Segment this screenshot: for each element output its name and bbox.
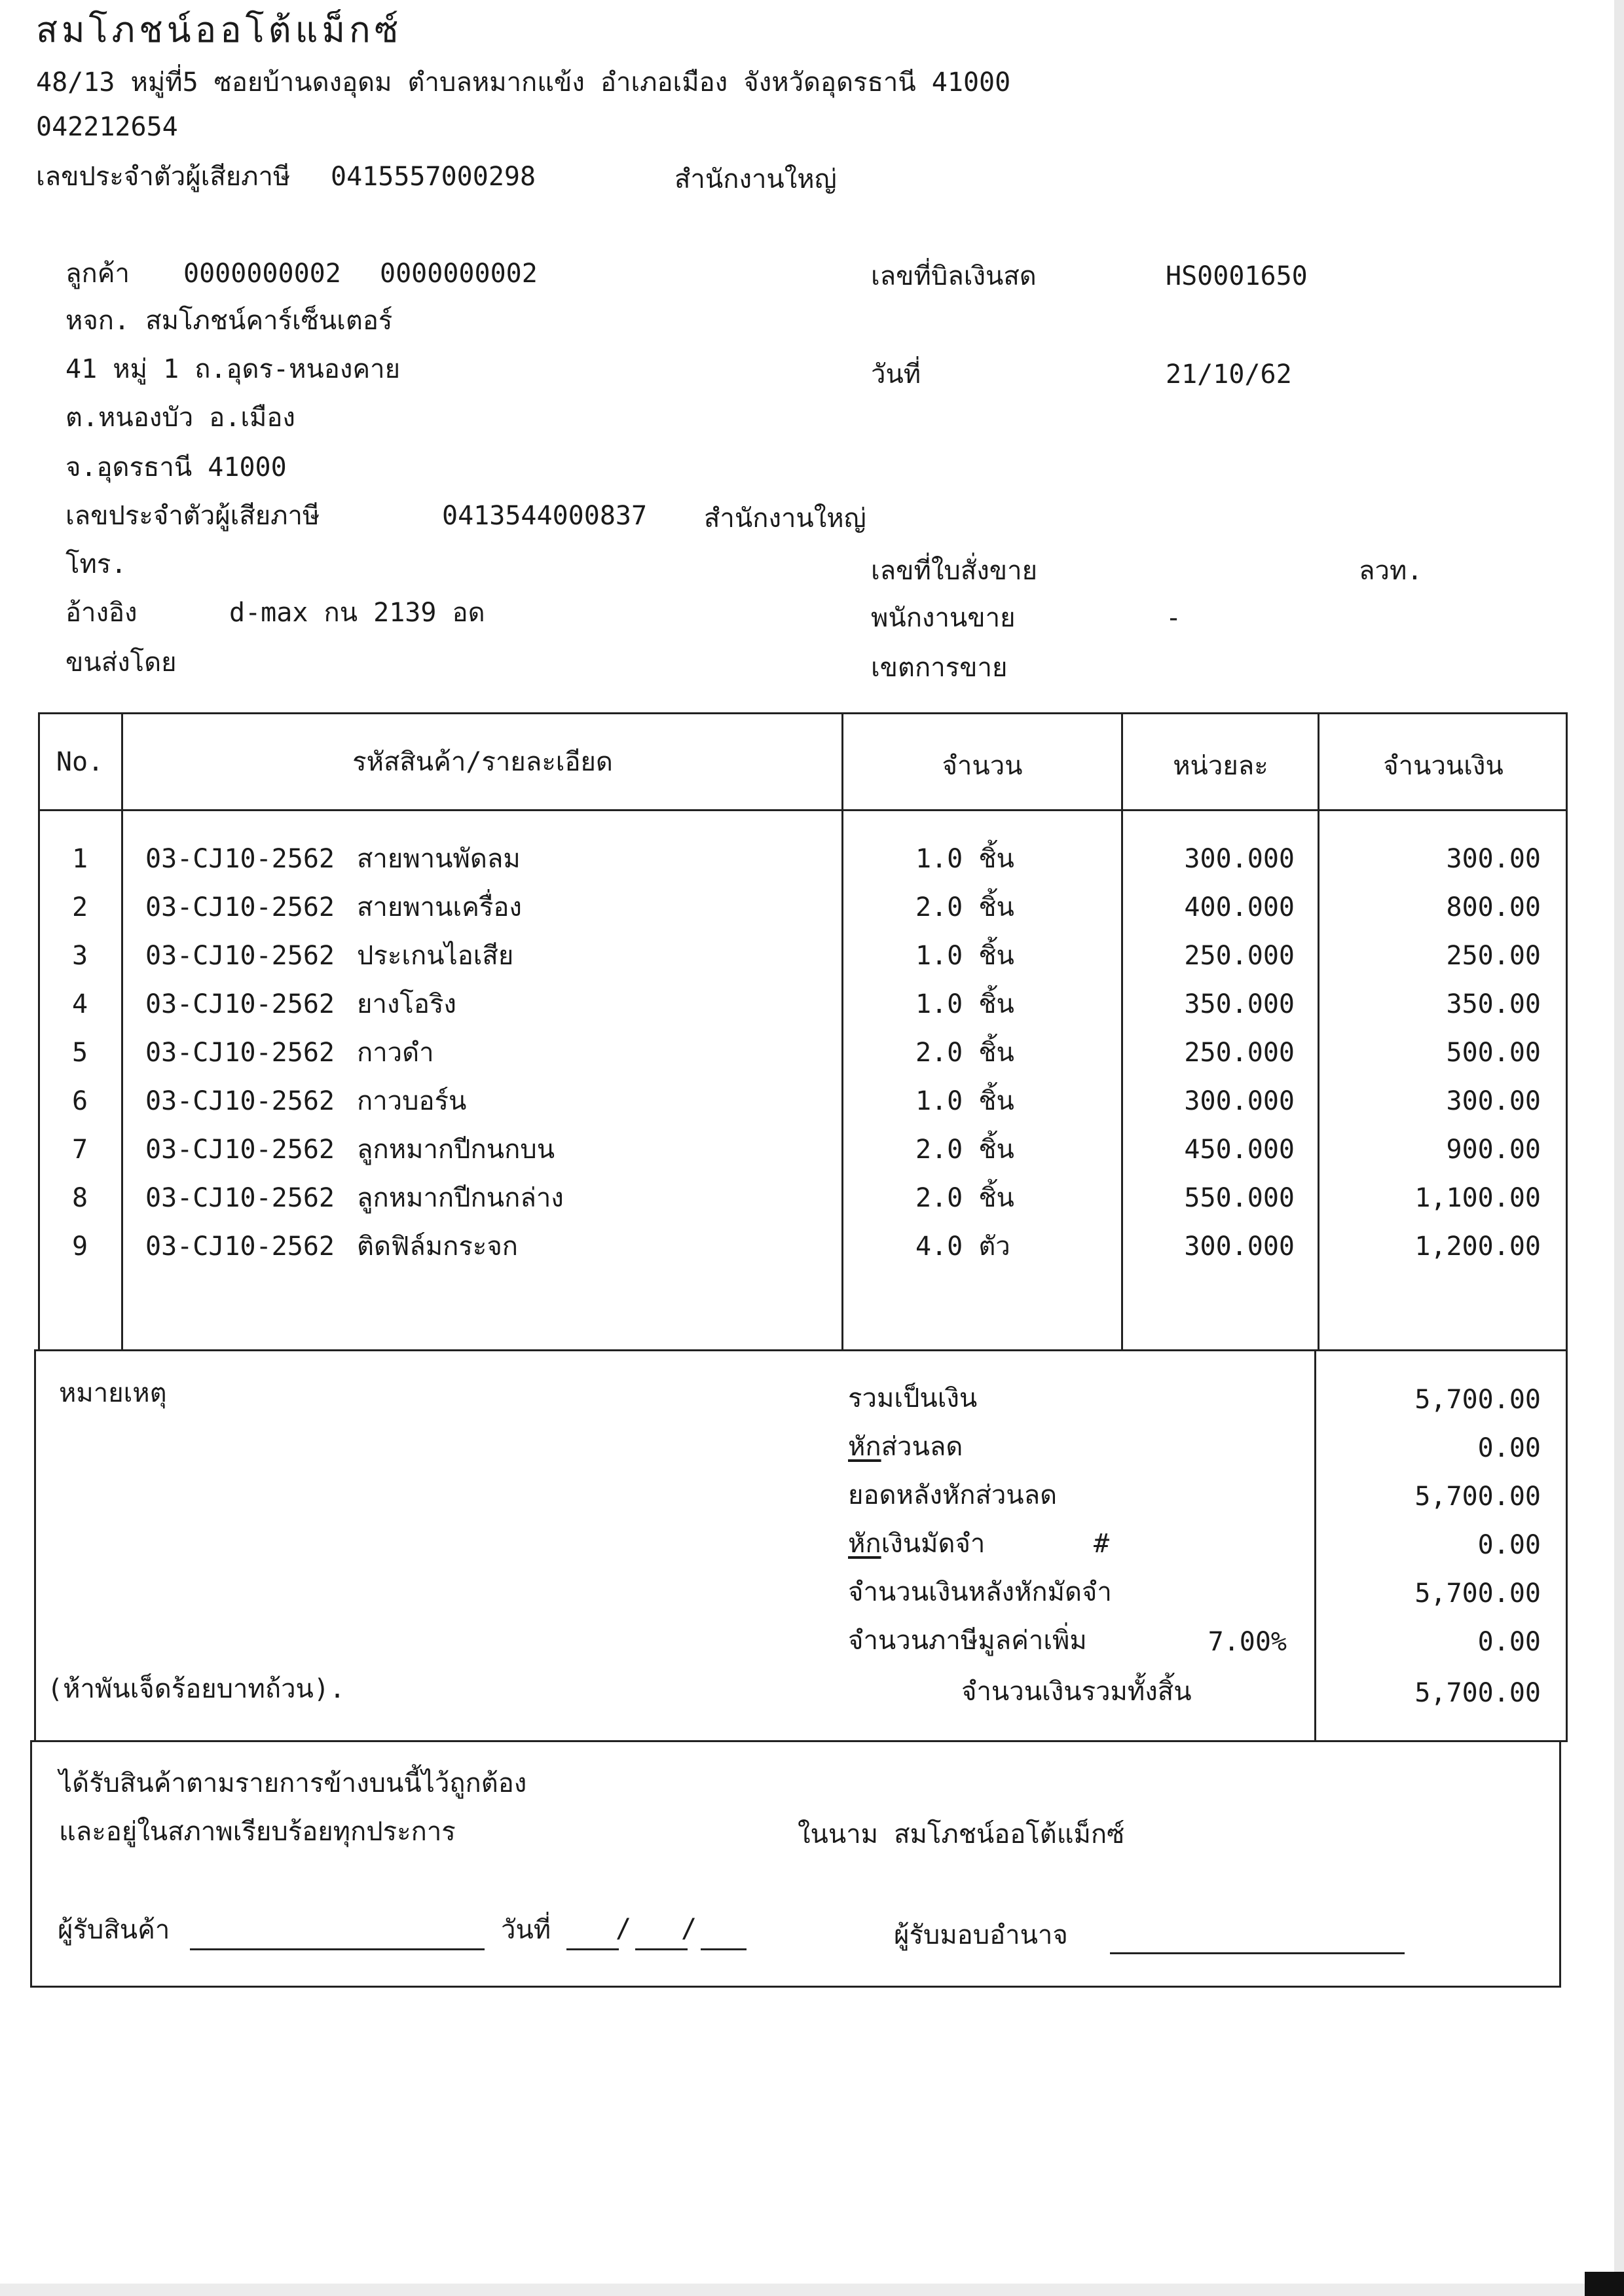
grand-total-label: จำนวนเงินรวมทั้งสิ้น	[961, 1677, 1192, 1707]
row-quantity: 1.0 ชิ้น	[915, 989, 1014, 1019]
table-row	[0, 1029, 1624, 1078]
row-quantity: 2.0 ชิ้น	[915, 1038, 1014, 1068]
authorized-label: ผู้รับมอบอำนาจ	[894, 1920, 1068, 1950]
row-quantity: 1.0 ชิ้น	[915, 941, 1014, 971]
row-product-code: 03-CJ10-2562	[145, 1231, 335, 1262]
seller-tax-id: 0415557000298	[331, 162, 536, 192]
table-row	[0, 835, 1624, 884]
row-product-name: สายพานพัดลม	[357, 844, 521, 874]
discount-value: 0.00	[1477, 1433, 1541, 1463]
customer-branch: สำนักงานใหญ่	[704, 503, 866, 534]
subtotal-label: รวมเป็นเงิน	[848, 1383, 978, 1413]
row-product-code: 03-CJ10-2562	[145, 1135, 335, 1165]
seller-branch: สำนักงานใหญ่	[674, 164, 837, 194]
row-no: 6	[71, 1086, 88, 1116]
on-behalf-of: ในนาม สมโภชน์ออโต้แม็กซ์	[798, 1819, 1125, 1850]
row-amount: 350.00	[1446, 989, 1541, 1019]
receiver-signature-line	[190, 1948, 485, 1950]
seller-name: สมโภชน์ออโต้แม็กซ์	[36, 9, 403, 50]
header-amount: จำนวนเงิน	[1383, 751, 1504, 781]
discount-label-text: ส่วนลด	[881, 1432, 963, 1462]
row-amount: 500.00	[1446, 1038, 1541, 1068]
date-slash-2: /	[681, 1914, 697, 1944]
row-quantity: 4.0 ตัว	[915, 1231, 1010, 1262]
customer-address-3: จ.อุดรธานี 41000	[65, 452, 287, 483]
row-amount: 250.00	[1446, 941, 1541, 971]
sales-order-label: เลขที่ใบสั่งขาย	[871, 556, 1038, 586]
row-product-name: ติดฟิล์มกระจก	[357, 1231, 518, 1262]
customer-code-1: 0000000002	[183, 259, 341, 289]
row-product-name: ยางโอริง	[357, 989, 456, 1019]
vat-rate: 7.00%	[1208, 1627, 1287, 1657]
table-header-divider	[38, 809, 1568, 811]
remark-label: หมายเหตุ	[59, 1378, 167, 1408]
bill-date-value: 21/10/62	[1166, 359, 1292, 390]
row-unit-price: 450.000	[1184, 1135, 1295, 1165]
row-unit-price: 250.000	[1184, 941, 1295, 971]
table-row	[0, 1223, 1624, 1271]
table-row	[0, 884, 1624, 932]
row-no: 3	[71, 941, 88, 971]
receiver-label: ผู้รับสินค้า	[58, 1915, 170, 1945]
row-no: 4	[71, 989, 88, 1019]
row-unit-price: 550.000	[1184, 1183, 1295, 1213]
row-product-name: ประเกนไอเสีย	[357, 941, 514, 971]
row-product-code: 03-CJ10-2562	[145, 941, 335, 971]
row-product-name: กาวบอร์น	[357, 1086, 467, 1116]
salesperson-value: -	[1166, 603, 1182, 633]
row-quantity: 2.0 ชิ้น	[915, 1183, 1014, 1213]
customer-ref-value: d-max กน 2139 อด	[229, 598, 485, 628]
amount-in-words: (ห้าพันเจ็ดร้อยบาทถ้วน).	[47, 1674, 346, 1704]
row-unit-price: 300.000	[1184, 1086, 1295, 1116]
row-amount: 1,100.00	[1414, 1183, 1541, 1213]
date-month-line	[635, 1948, 688, 1950]
bill-date-label: วันที่	[871, 359, 921, 390]
row-amount: 300.00	[1446, 1086, 1541, 1116]
header-quantity: จำนวน	[942, 751, 1023, 781]
row-amount: 900.00	[1446, 1135, 1541, 1165]
table-row	[0, 1175, 1624, 1223]
row-product-code: 03-CJ10-2562	[145, 1086, 335, 1116]
row-quantity: 2.0 ชิ้น	[915, 1135, 1014, 1165]
seller-address: 48/13 หมู่ที่5 ซอยบ้านดงอุดม ตำบลหมากแข้ง อำเภอเมือง จังหวัดอุดรธานี 41000	[36, 67, 1011, 98]
table-row	[0, 1078, 1624, 1126]
seller-phone: 042212654	[36, 112, 178, 142]
customer-ship-label: ขนส่งโดย	[65, 647, 177, 678]
row-no: 2	[71, 892, 88, 922]
date-year-line	[701, 1948, 747, 1950]
row-product-name: กาวดำ	[357, 1038, 434, 1068]
row-product-code: 03-CJ10-2562	[145, 1038, 335, 1068]
scan-edge-right	[1614, 0, 1624, 2296]
bill-no-value: HS0001650	[1166, 261, 1308, 291]
vat-value: 0.00	[1477, 1627, 1541, 1657]
received-line-1: ได้รับสินค้าตามรายการข้างบนนี้ไว้ถูกต้อง	[59, 1768, 527, 1798]
after-deposit-value: 5,700.00	[1414, 1578, 1541, 1609]
grand-total-value: 5,700.00	[1414, 1678, 1541, 1708]
deposit-value: 0.00	[1477, 1530, 1541, 1560]
summary-divider	[1314, 1349, 1316, 1742]
after-discount-value: 5,700.00	[1414, 1482, 1541, 1512]
row-unit-price: 350.000	[1184, 989, 1295, 1019]
table-row	[0, 932, 1624, 981]
customer-phone-label: โทร.	[65, 549, 127, 579]
row-no: 5	[71, 1038, 88, 1068]
row-quantity: 2.0 ชิ้น	[915, 892, 1014, 922]
bill-no-label: เลขที่บิลเงินสด	[871, 261, 1037, 291]
row-no: 9	[71, 1231, 88, 1262]
customer-address-1: 41 หมู่ 1 ถ.อุดร-หนองคาย	[65, 354, 401, 384]
header-unit-price: หน่วยละ	[1173, 751, 1268, 781]
header-no: No.	[56, 747, 104, 777]
sales-area-label: เขตการขาย	[871, 653, 1008, 683]
row-unit-price: 250.000	[1184, 1038, 1295, 1068]
customer-ref-label: อ้างอิง	[65, 598, 138, 628]
header-description: รหัสสินค้า/รายละเอียด	[352, 747, 613, 777]
scan-edge-corner	[1585, 2272, 1624, 2296]
row-no: 8	[71, 1183, 88, 1213]
table-row	[0, 981, 1624, 1029]
discount-label	[848, 1431, 963, 1463]
row-no: 1	[71, 844, 88, 874]
row-product-code: 03-CJ10-2562	[145, 892, 335, 922]
row-product-name: ลูกหมากปีกนกบน	[357, 1135, 555, 1165]
received-line-2: และอยู่ในสภาพเรียบร้อยทุกประการ	[59, 1817, 456, 1847]
after-deposit-label: จำนวนเงินหลังหักมัดจำ	[848, 1577, 1112, 1607]
row-unit-price: 300.000	[1184, 844, 1295, 874]
row-product-code: 03-CJ10-2562	[145, 989, 335, 1019]
row-product-name: สายพานเครื่อง	[357, 892, 522, 922]
deposit-label-text: เงินมัดจำ	[881, 1529, 986, 1559]
discount-prefix: หัก	[848, 1432, 881, 1462]
row-amount: 800.00	[1446, 892, 1541, 922]
row-product-code: 03-CJ10-2562	[145, 844, 335, 874]
row-quantity: 1.0 ชิ้น	[915, 1086, 1014, 1116]
salesperson-label: พนักงานขาย	[871, 603, 1016, 633]
seller-tax-label: เลขประจำตัวผู้เสียภาษี	[36, 162, 291, 192]
customer-label: ลูกค้า	[65, 259, 130, 289]
vat-label: จำนวนภาษีมูลค่าเพิ่ม	[848, 1626, 1087, 1656]
after-discount-label: ยอดหลังหักส่วนลด	[848, 1480, 1058, 1510]
deposit-hash: #	[1094, 1529, 1110, 1559]
scan-edge-bottom	[0, 2284, 1585, 2296]
row-no: 7	[71, 1135, 88, 1165]
customer-name: หจก. สมโภชน์คาร์เซ็นเตอร์	[65, 306, 393, 336]
row-product-code: 03-CJ10-2562	[145, 1183, 335, 1213]
deposit-prefix: หัก	[848, 1529, 881, 1559]
customer-address-2: ต.หนองบัว อ.เมือง	[65, 403, 295, 433]
customer-code-2: 0000000002	[380, 259, 538, 289]
date-slash-1: /	[616, 1914, 632, 1944]
deposit-label	[848, 1528, 985, 1559]
row-unit-price: 300.000	[1184, 1231, 1295, 1262]
row-quantity: 1.0 ชิ้น	[915, 844, 1014, 874]
receive-date-label: วันที่	[501, 1915, 551, 1945]
row-amount: 1,200.00	[1414, 1231, 1541, 1262]
date-day-line	[566, 1948, 619, 1950]
table-row	[0, 1126, 1624, 1175]
customer-tax-id: 0413544000837	[442, 501, 648, 531]
row-unit-price: 400.000	[1184, 892, 1295, 922]
sales-order-value: ลวท.	[1359, 556, 1423, 586]
customer-tax-label: เลขประจำตัวผู้เสียภาษี	[65, 501, 320, 531]
row-product-name: ลูกหมากปีกนกล่าง	[357, 1183, 564, 1213]
row-amount: 300.00	[1446, 844, 1541, 874]
subtotal-value: 5,700.00	[1414, 1385, 1541, 1415]
authorized-signature-line	[1110, 1952, 1405, 1954]
